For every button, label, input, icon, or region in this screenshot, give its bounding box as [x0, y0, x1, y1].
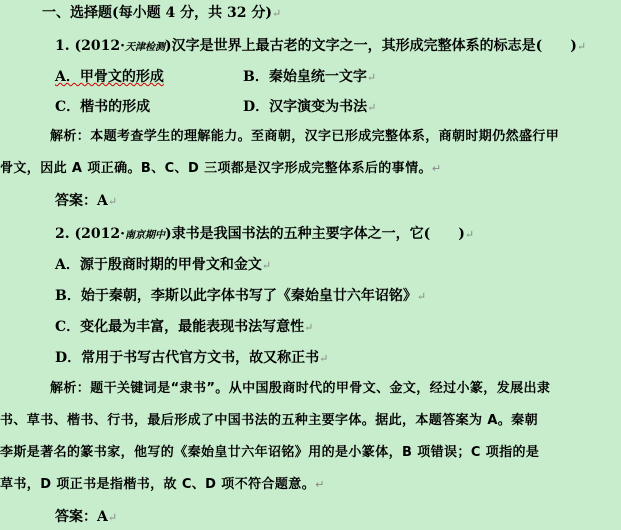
- question-2-analysis-line-2: [0, 412, 538, 430]
- paragraph-mark: ↵: [431, 162, 442, 175]
- paragraph-mark: ↵: [464, 228, 475, 241]
- paragraph-mark: ↵: [576, 40, 587, 53]
- paragraph-mark: ↵: [315, 478, 325, 491]
- question-2-stem-text: )隶书是我国书法的五种主要字体之一，它( ): [164, 226, 465, 242]
- question-2-source-place: 南京期中: [124, 230, 165, 241]
- paragraph-mark: ↵: [416, 290, 427, 303]
- question-1-option-d-text: D．汉字演变为书法: [243, 99, 368, 115]
- question-1-stem-text: )汉字是世界上最古老的文字之一，其形成完整体系的标志是( ): [164, 38, 577, 54]
- question-2-analysis-text-1: 解析：题干关键词是“隶书”。从中国殷商时代的甲骨文、金文，经过小篆，发展出隶: [50, 381, 551, 396]
- question-2-analysis-line-4: [0, 476, 325, 494]
- question-1-analysis-line-1: [50, 128, 559, 146]
- question-1-option-a-text: A．甲骨文的形成: [55, 69, 164, 85]
- question-2-option-c-text: C．变化最为丰富，最能表现书法写意性: [55, 319, 305, 335]
- question-1-analysis-text-1: 解析：本题考查学生的理解能力。至商朝，汉字已形成完整体系，商朝时期仍然盛行甲: [50, 129, 560, 144]
- question-2-option-d: [55, 349, 328, 368]
- question-2-answer: [55, 508, 117, 527]
- question-1-analysis-text-2: 骨文，因此 A 项正确。B、C、D 三项都是汉字形成完整体系后的事情。: [0, 161, 432, 176]
- question-1-source-place: 天津检测: [124, 42, 165, 53]
- paragraph-mark: ↵: [271, 7, 282, 20]
- question-1-option-d: [243, 98, 376, 117]
- question-2-analysis-text-3: 李斯是著名的篆书家，他写的《秦始皇廿六年诏铭》用的是小篆体，B 项错误；C 项指的是: [0, 445, 540, 460]
- question-2-option-b: [55, 287, 426, 306]
- question-2-number: 2.: [55, 226, 70, 242]
- question-2-analysis-text-4: 草书，D 项正书是指楷书，故 C、D 项不符合题意。: [0, 477, 316, 492]
- question-2-option-a: [55, 256, 271, 275]
- question-2-analysis-line-3: [0, 444, 539, 462]
- question-2-stem: [55, 225, 474, 245]
- paragraph-mark: ↵: [261, 259, 272, 272]
- question-1-option-c: [55, 98, 150, 116]
- paragraph-mark: ↵: [107, 195, 118, 208]
- question-1-option-b: [243, 68, 376, 87]
- question-1-option-c-text: C．楷书的形成: [55, 99, 151, 115]
- question-1-option-a: [55, 68, 164, 86]
- paragraph-mark: ↵: [319, 352, 329, 365]
- question-1-option-b-text: B．秦始皇统一文字: [243, 69, 367, 85]
- question-2-option-b-text: B．始于秦朝，李斯以此字体书写了《秦始皇廿六年诏铭》: [55, 288, 417, 304]
- question-2-source-open: (2012·: [74, 226, 125, 242]
- question-2-option-a-text: A．源于殷商时期的甲骨文和金文: [55, 257, 262, 273]
- question-2-analysis-line-1: [50, 380, 550, 398]
- question-2-analysis-text-2: 书、草书、楷书、行书，最后形成了中国书法的五种主要字体。据此，本题答案为 A。秦朝: [0, 413, 538, 428]
- paragraph-mark: ↵: [304, 321, 314, 334]
- paragraph-mark: ↵: [366, 71, 377, 84]
- question-1-answer-text: 答案：A: [55, 193, 108, 209]
- section-header: [42, 4, 281, 23]
- question-1-stem: [55, 37, 586, 57]
- question-2-option-c: [55, 318, 313, 337]
- paragraph-mark: ↵: [367, 101, 377, 114]
- question-1-analysis-line-2: [0, 160, 442, 178]
- question-2-answer-text: 答案：A: [55, 509, 108, 525]
- paragraph-mark: ↵: [107, 511, 118, 524]
- question-1-source-open: (2012·: [74, 38, 125, 54]
- question-2-option-d-text: D．常用于书写古代官方文书，故又称正书: [55, 350, 320, 366]
- question-1-answer: [55, 192, 117, 211]
- question-1-number: 1.: [55, 38, 70, 54]
- section-header-text: 一、选择题(每小题 4 分，共 32 分): [42, 5, 272, 21]
